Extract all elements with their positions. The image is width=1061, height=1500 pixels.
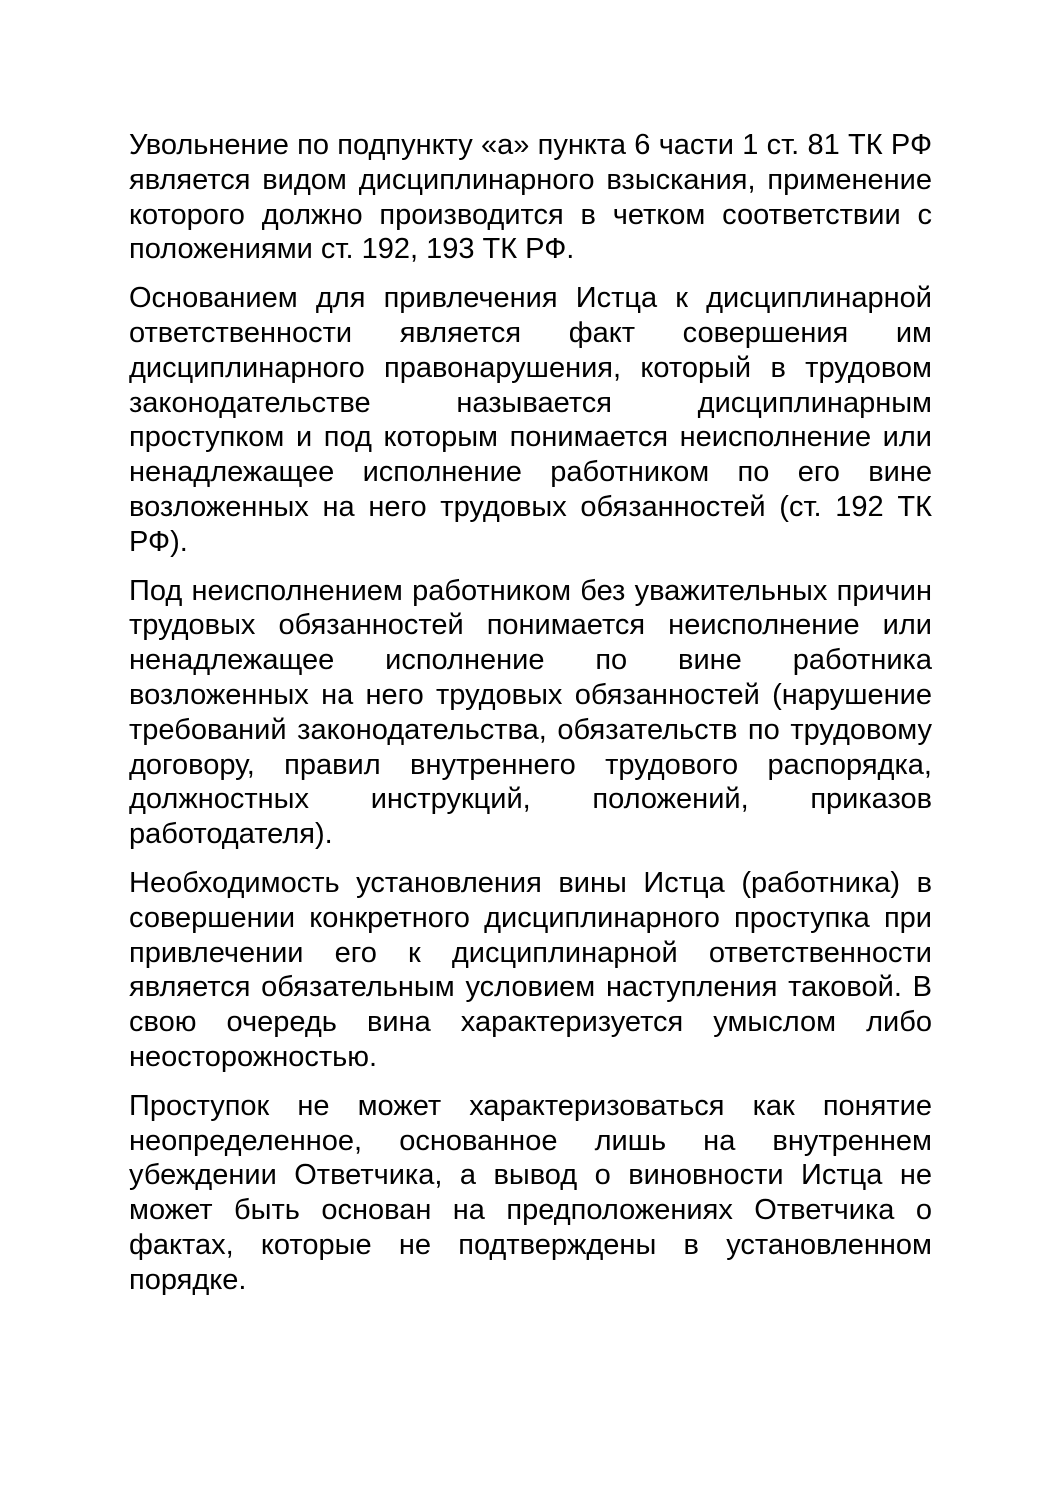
paragraph-5: Проступок не может характеризоваться как понятие неопределенное, основанное лишь на внутреннем убеждении Ответчика, а вывод о виновности Истца не может быть основан на предположениях Ответчика о фактах, которые не подтверждены в установленном порядке. xyxy=(129,1089,932,1296)
paragraph-4: Необходимость установления вины Истца (работника) в совершении конкретного дисциплинарного проступка при привлечении его к дисциплинарной ответственности является обязательным условием наступления таковой. В свою очередь вина характеризуется умыслом либо неосторожностью. xyxy=(129,866,932,1073)
paragraph-3: Под неисполнением работником без уважительных причин трудовых обязанностей понимается неисполнение или ненадлежащее исполнение по вине работника возложенных на него трудовых обязанностей (нарушение требований законодательства, обязательств по трудовому договору, правил внутреннего трудового распорядка, должностных инструкций, положений, приказов работодателя). xyxy=(129,574,932,851)
document-body xyxy=(129,128,932,1312)
paragraph-1: Увольнение по подпункту «а» пункта 6 части 1 ст. 81 ТК РФ является видом дисциплинарного взыскания, применение которого должно производится в четком соответствии с положениями ст. 192, 193 ТК РФ. xyxy=(129,129,932,266)
paragraph-2: Основанием для привлечения Истца к дисциплинарной ответственности является факт совершения им дисциплинарного правонарушения, который в трудовом законодательстве называется дисциплинарным проступком и под которым понимается неисполнение или ненадлежащее исполнение работником по его вине возложенных на него трудовых обязанностей (ст. 192 ТК РФ). xyxy=(129,282,932,558)
